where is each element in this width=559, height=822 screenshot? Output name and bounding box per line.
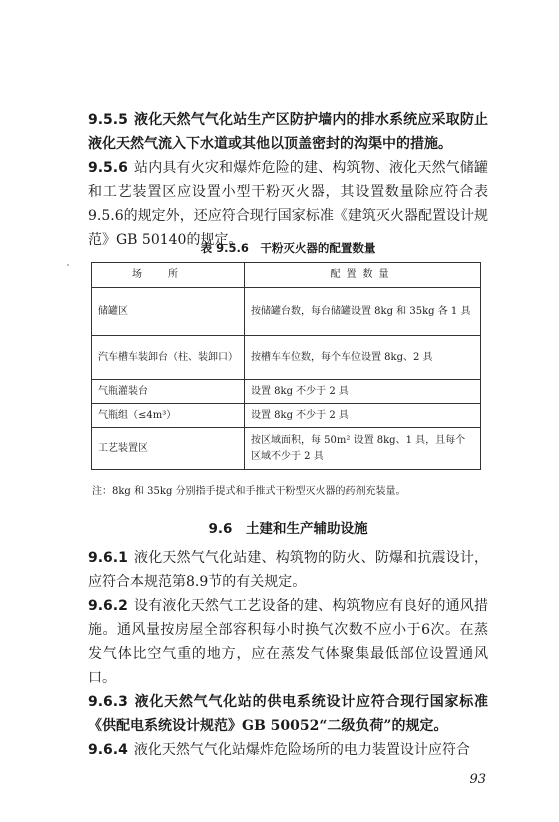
clause-9-6-2: [88, 594, 488, 690]
cell-place: 工艺装置区: [92, 428, 245, 470]
clause-9-6-3: [88, 690, 488, 738]
cell-place: 汽车槽车装卸台（柱、装卸口）: [92, 336, 245, 380]
cell-config: 按储罐台数，每台储罐设置 8kg 和 35kg 各 1 具: [245, 288, 481, 336]
cell-config: 设置 8kg 不少于 2 具: [245, 404, 481, 428]
clause-number: 9.6.1: [88, 550, 128, 566]
section-heading: [88, 517, 488, 537]
extinguisher-table: [91, 262, 481, 470]
cell-config: 设置 8kg 不少于 2 具: [245, 380, 481, 404]
section-title-text: 土建和生产辅助设施: [245, 521, 368, 537]
cell-place: 气瓶组（≤4m³）: [92, 404, 245, 428]
header-config: 配置数量: [245, 263, 481, 288]
clause-text: 液化天然气气化站的供电系统设计应符合现行国家标准《供配电系统设计规范》GB 50052“二级负荷”的规定。: [88, 694, 488, 734]
clause-text: 液化天然气气化站生产区防护墙内的排水系统应采取防止液化天然气流入下水道或其他以顶盖密封的沟渠中的措施。: [88, 112, 488, 152]
clause-text: 液化天然气气化站爆炸危险场所的电力装置设计应符合: [133, 742, 470, 758]
clause-text: 液化天然气气化站建、构筑物的防火、防爆和抗震设计，应符合本规范第8.9节的有关规定。: [88, 550, 488, 590]
table-row: [92, 380, 481, 404]
cell-place: 气瓶灌装台: [92, 380, 245, 404]
table-row: [92, 288, 481, 336]
clause-number: 9.5.6: [88, 160, 128, 176]
clause-text: 设有液化天然气工艺设备的建、构筑物应有良好的通风措施。通风量按房屋全部容积每小时换气次数不应小于6次。在蒸发气体比空气重的地方，应在蒸发气体聚集最低部位设置通风口。: [88, 598, 488, 686]
header-place: 场所: [92, 263, 245, 288]
cell-config: 按槽车车位数，每个车位设置 8kg、2 具: [245, 336, 481, 380]
clause-9-6-1: [88, 546, 488, 594]
clause-9-5-5: [88, 108, 488, 156]
table-note: 注：8kg 和 35kg 分别指手提式和手推式干粉型灭火器的药剂充装量。: [92, 486, 406, 497]
clause-number: 9.6.4: [88, 742, 128, 758]
table-header-row: [92, 263, 481, 288]
page-number: 93: [469, 772, 486, 787]
cell-place: 储罐区: [92, 288, 245, 336]
table-caption: 表 9.5.6 干粉灭火器的配置数量: [200, 241, 376, 255]
table-row: [92, 404, 481, 428]
clause-9-5-6: [88, 156, 488, 252]
cell-config: 按区域面积，每 50m² 设置 8kg、1 具，且每个区域不少于 2 具: [245, 428, 481, 470]
section-number: 9.6: [208, 521, 233, 537]
clause-number: 9.6.2: [88, 598, 128, 614]
clause-text: 站内具有火灾和爆炸危险的建、构筑物、液化天然气储罐和工艺装置区应设置小型干粉灭火器，其设置数量除应符合表9.5.6的规定外，还应符合现行国家标准《建筑灭火器配置设计规范》GB 50140的规定。: [88, 160, 488, 248]
clause-number: 9.5.5: [88, 112, 128, 128]
table-row: [92, 336, 481, 380]
clause-number: 9.6.3: [88, 694, 128, 710]
scan-mark: [67, 264, 69, 266]
clause-9-6-4: [88, 738, 488, 762]
table-row: [92, 428, 481, 470]
